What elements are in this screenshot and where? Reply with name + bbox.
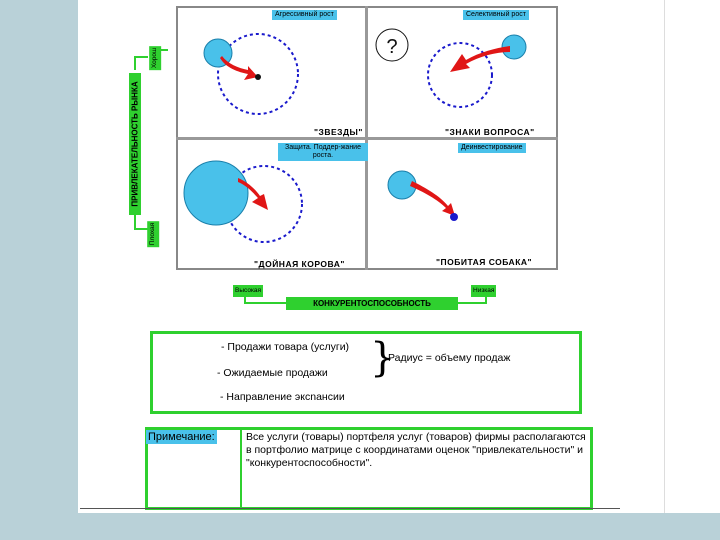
x-axis-title: КОНКУРЕНТОСПОСОБНОСТЬ bbox=[286, 297, 458, 310]
quadrant-name-dogs: "ПОБИТАЯ СОБАКА" bbox=[436, 257, 533, 267]
x-axis-high-label: Высокая bbox=[233, 285, 263, 297]
cow-sales-circle bbox=[184, 161, 248, 225]
x-axis-low-label: Низкая bbox=[471, 285, 496, 297]
bottom-rule bbox=[80, 508, 620, 509]
legend-brace: } bbox=[370, 335, 396, 381]
legend-radius-label: Радиус = объему продаж bbox=[388, 352, 511, 364]
question-symbol: ? bbox=[386, 36, 398, 58]
quadrant-name-stars: "ЗВЕЗДЫ" bbox=[314, 127, 363, 137]
note-text: Все услуги (товары) портфеля услуг (товаров) фирмы располагаются в портфолио матрице с координатами оценок "привлекательности" и "конкурентоспособности". bbox=[246, 431, 586, 469]
question-expansion-arrow bbox=[450, 46, 510, 72]
quadrant-name-question-marks: "ЗНАКИ ВОПРОСА" bbox=[445, 127, 535, 137]
quadrant-label-divestment: Деинвестирование bbox=[458, 143, 526, 153]
quadrant-label-aggressive-growth: Агрессивный рост bbox=[272, 10, 337, 20]
dog-target-dot bbox=[450, 213, 458, 221]
dog-expansion-arrow bbox=[410, 181, 455, 216]
legend-expected-label: - Ожидаемые продажи bbox=[217, 367, 328, 379]
y-axis-high-label: Хорош bbox=[149, 46, 161, 70]
quadrant-name-cash-cow: "ДОЙНАЯ КОРОВА" bbox=[254, 259, 345, 269]
note-label: Примечание: bbox=[148, 431, 215, 443]
y-axis-title: ПРИВЛЕКАТЕЛЬНОСТЬ РЫНКА bbox=[130, 81, 140, 207]
quadrant-label-selective-growth: Селективный рост bbox=[463, 10, 529, 20]
legend-sales-label: - Продажи товара (услуги) bbox=[221, 341, 350, 353]
legend-box bbox=[150, 331, 582, 414]
legend-direction-label: - Направление эксnансии bbox=[220, 391, 345, 403]
note-divider bbox=[240, 430, 242, 510]
quadrant-label-protection: Защита. Поддер-жание роста. bbox=[278, 143, 368, 161]
stars-target-dot bbox=[255, 74, 261, 80]
y-axis-low-label: Плохая bbox=[147, 221, 159, 247]
